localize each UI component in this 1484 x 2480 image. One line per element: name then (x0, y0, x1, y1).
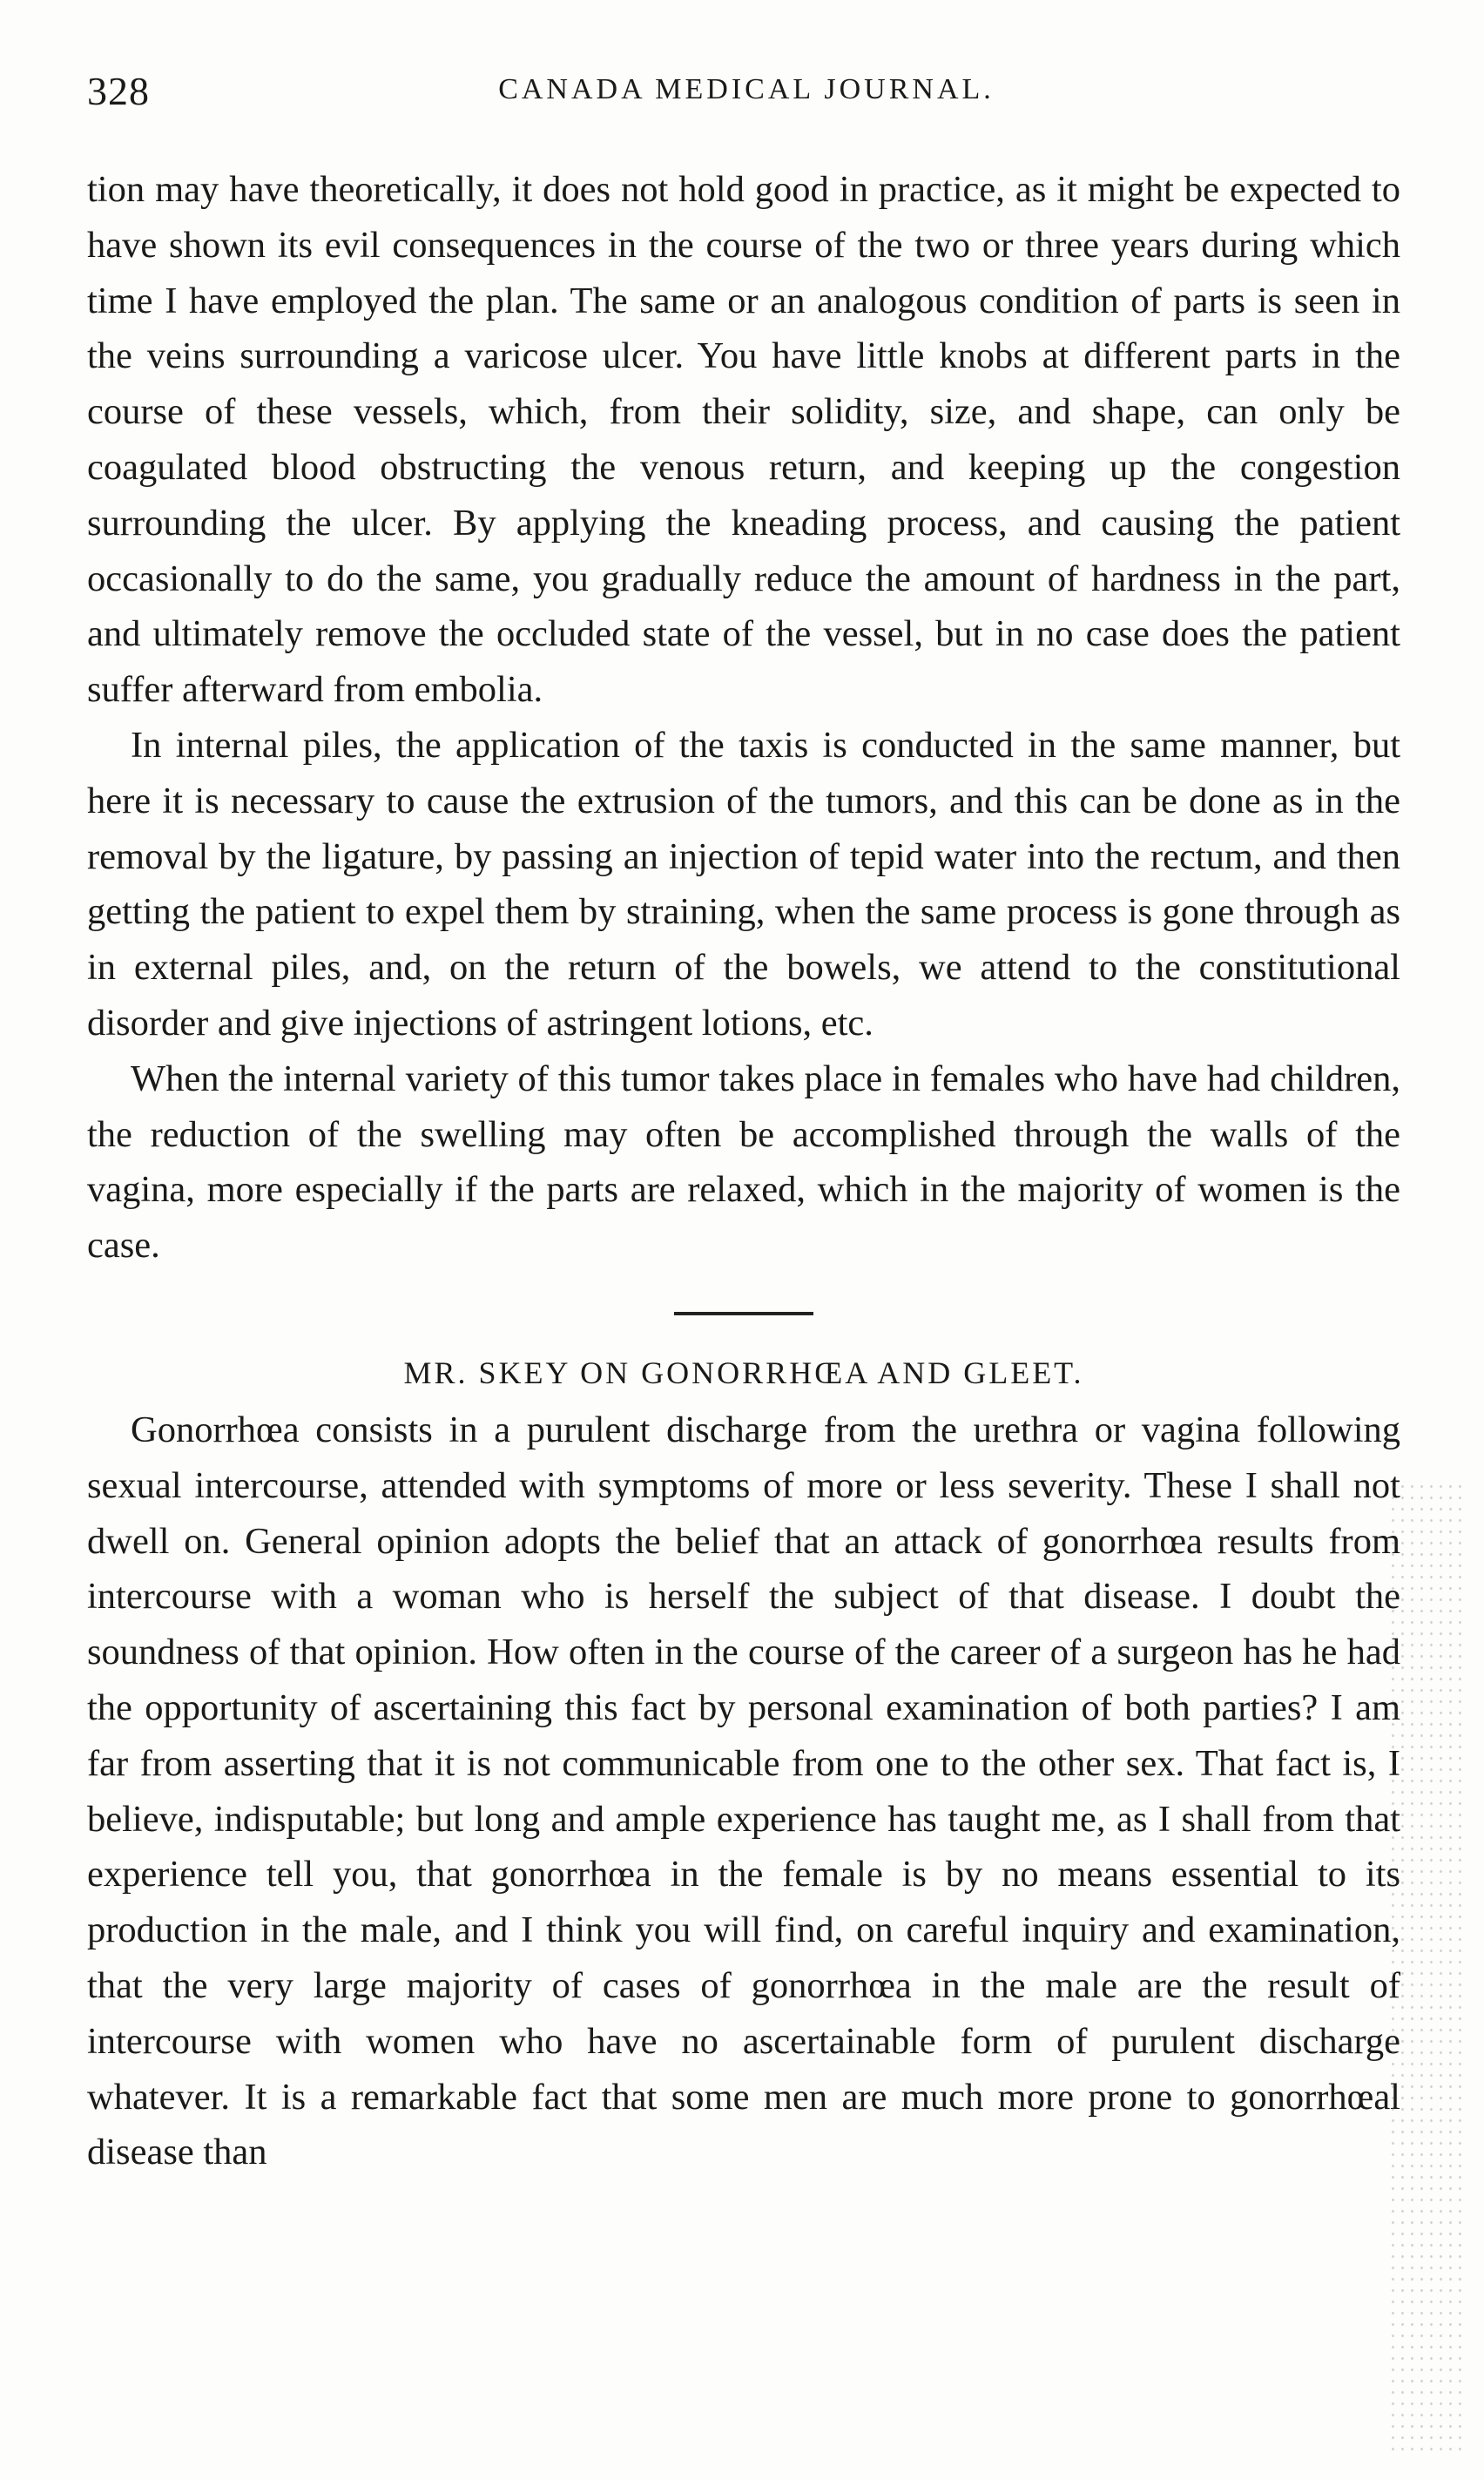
paragraph-continuation: tion may have theoretically, it does not hold good in practice, as it might be expected to have shown its evil consequences in the course of the two or three years during which time I have employed the plan. The same or an analogous condition of parts is seen in the veins surrounding a varicose ulcer. You have little knobs at different parts in the course of these vessels, which, from their solidity, size, and shape, can only be coagulated blood obstructing the venous return, and keeping up the congestion surrounding the ulcer. By applying the kneading process, and causing the patient occasionally to do the same, you gradually reduce the amount of hardness in the part, and ultimately remove the occluded state of the vessel, but in no case does the patient suffer afterward from embolia. (87, 169, 1400, 711)
section-title: MR. SKEY ON GONORRHŒA AND GLEET. (403, 1355, 1084, 1390)
page-number: 328 (87, 69, 150, 113)
paragraph-gonorrhoea: Gonorrhœa consists in a purulent discharge from the urethra or vagina following sexual intercourse, attended with symptoms of more or less severity. These I shall not dwell on. General opinion adopts the belief that an attack of gonorrhœa results from intercourse with a woman who is herself the subject of that disease. I doubt the soundness of that opinion. How often in the course of the career of a surgeon has he had the opportunity of ascertaining this fact by personal examination of both parties? I am far from asserting that it is not communicable from one to the other sex. That fact is, I believe, indisputable; but long and ample experience has taught me, as I shall from that experience tell you, that gonorrhœa in the female is by no means essential to its production in the male, and I think you will find, on careful inquiry and examination, that the very large majority of cases of gonorrhœa in the male are the result of intercourse with women who have no ascertainable form of purulent discharge whatever. It is a remarkable fact that some men are much more prone to gonorrhœal disease than (87, 1409, 1400, 2173)
paragraph-internal-variety: When the internal variety of this tumor takes place in females who have had children, the reduction of the swelling may often be accomplished through the walls of the vagina, more especially if the parts are relaxed, which in the majority of women is the case. (87, 1058, 1400, 1267)
running-head: CANADA MEDICAL JOURNAL. (498, 73, 995, 105)
article-body (87, 162, 1400, 2180)
page-header (87, 68, 1406, 129)
section-divider (674, 1312, 813, 1315)
scan-noise-margin (1388, 1481, 1467, 2456)
paragraph-internal-piles: In internal piles, the application of the taxis is conducted in the same manner, but here it is necessary to cause the extrusion of the tumors, and this can be done as in the removal by the ligature, by passing an injection of tepid water into the rectum, and then getting the patient to expel them by straining, when the same process is gone through as in external piles, and, on the return of the bowels, we attend to the constitutional disorder and give injections of astringent lotions, etc. (87, 724, 1400, 1044)
